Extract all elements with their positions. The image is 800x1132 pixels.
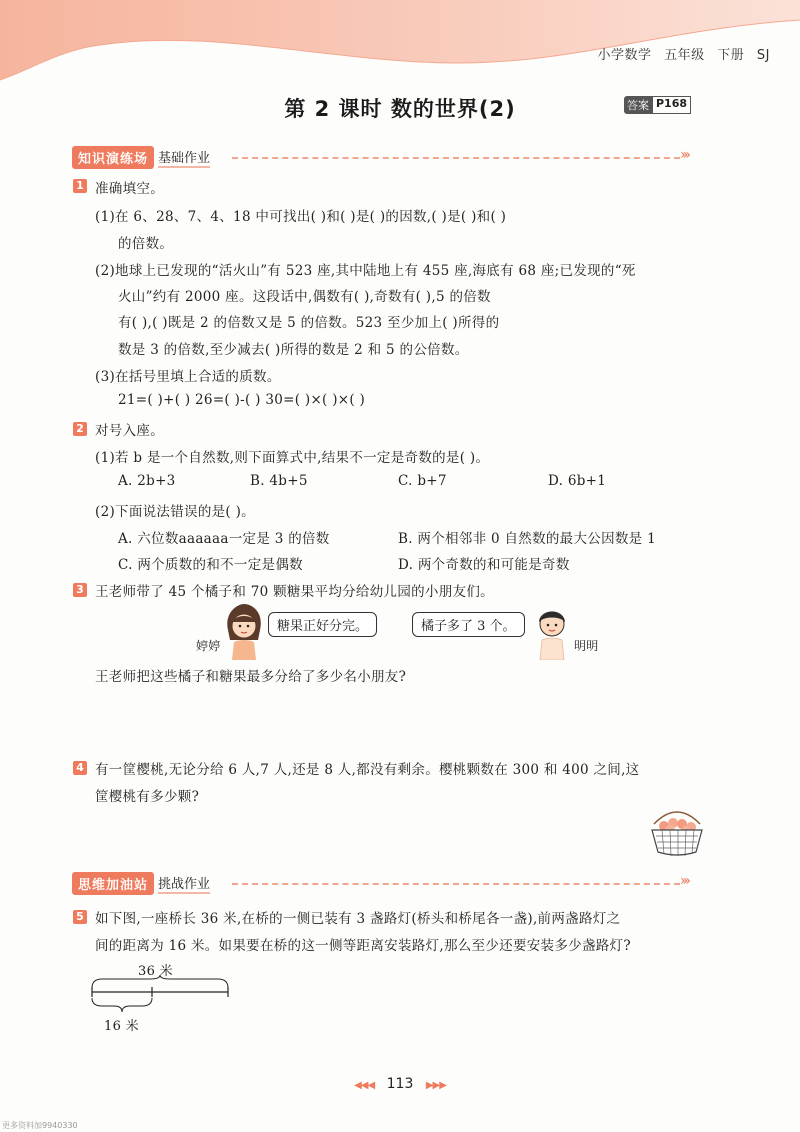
question-text: 有一筐樱桃,无论分给 6 人,7 人,还是 8 人,都没有剩余。樱桃颗数在 300 和 400 之间,这 bbox=[95, 762, 640, 778]
question-number: 5 bbox=[73, 910, 87, 924]
question-text: (1)若 b 是一个自然数,则下面算式中,结果不一定是奇数的是( )。 bbox=[95, 450, 490, 466]
question-title: 对号入座。 bbox=[95, 423, 164, 439]
question-text: 有( ),( )既是 2 的倍数又是 5 的倍数。523 至少加上( )所得的 bbox=[118, 315, 500, 331]
question-text: 的倍数。 bbox=[118, 236, 174, 252]
page-number-footer bbox=[0, 1076, 800, 1092]
question-text: (1)在 6、28、7、4、18 中可找出( )和( )是( )的因数,( )是( )和( ) bbox=[95, 209, 507, 225]
page-title: 第 2 课时 数的世界(2) bbox=[284, 97, 516, 121]
question-text: 间的距离为 16 米。如果要在桥的这一侧等距离安装路灯,那么至少还要安装多少盏路灯? bbox=[95, 938, 631, 954]
question-text: 王老师把这些橘子和糖果最多分给了多少名小朋友? bbox=[95, 669, 407, 685]
question-text: (3)在括号里填上合适的质数。 bbox=[95, 369, 281, 385]
cherry-basket-illustration bbox=[648, 806, 706, 858]
section-subtitle: 挑战作业 bbox=[158, 873, 210, 894]
option-c: C. b+7 bbox=[398, 473, 447, 489]
question-number: 3 bbox=[73, 583, 87, 597]
option-a: A. 六位数aaaaaa一定是 3 的倍数 bbox=[118, 531, 330, 547]
answer-label: 答案 bbox=[624, 96, 652, 114]
double-chevron-icon: ››› bbox=[680, 873, 688, 889]
answer-reference bbox=[624, 96, 691, 114]
watermark: 更多资料加9940330 bbox=[2, 1121, 78, 1130]
section-challenge-header bbox=[72, 872, 210, 894]
bridge-length-label: 36 米 bbox=[138, 964, 173, 979]
boy-name: 明明 bbox=[574, 639, 599, 653]
question-number: 1 bbox=[73, 179, 87, 193]
option-d: D. 两个奇数的和可能是奇数 bbox=[398, 557, 570, 573]
section-basic-header bbox=[72, 146, 210, 168]
question-text: 21=( )+( ) 26=( )-( ) 30=( )×( )×( ) bbox=[118, 392, 366, 408]
double-chevron-icon: ››› bbox=[680, 147, 688, 163]
section-subtitle: 基础作业 bbox=[158, 147, 210, 168]
question-text: 如下图,一座桥长 36 米,在桥的一侧已装有 3 盏路灯(桥头和桥尾各一盏),前两盏路灯之 bbox=[95, 911, 621, 927]
question-text: (2)下面说法错误的是( )。 bbox=[95, 504, 255, 520]
question-text: (2)地球上已发现的“活火山”有 523 座,其中陆地上有 455 座,海底有 68 座;已发现的“死 bbox=[95, 263, 636, 279]
section-divider bbox=[232, 883, 680, 885]
page-number: 113 bbox=[386, 1076, 414, 1092]
option-a: A. 2b+3 bbox=[118, 473, 176, 489]
girl-name: 婷婷 bbox=[196, 639, 221, 653]
girl-speech-bubble: 糖果正好分完。 bbox=[268, 612, 377, 637]
question-title: 准确填空。 bbox=[95, 181, 164, 197]
boy-illustration bbox=[530, 604, 574, 660]
boy-speech-bubble: 橘子多了 3 个。 bbox=[412, 612, 525, 637]
book-info: 小学数学 五年级 下册 SJ bbox=[597, 48, 770, 63]
question-number: 4 bbox=[73, 761, 87, 775]
question-text: 火山”约有 2000 座。这段话中,偶数有( ),奇数有( ),5 的倍数 bbox=[118, 289, 491, 305]
section-tag: 知识演练场 bbox=[72, 146, 154, 169]
option-b: B. 4b+5 bbox=[250, 473, 308, 489]
answer-page: P168 bbox=[652, 96, 691, 114]
lamp-spacing-label: 16 米 bbox=[104, 1019, 139, 1034]
question-text: 筐樱桃有多少颗? bbox=[95, 789, 200, 805]
option-b: B. 两个相邻非 0 自然数的最大公因数是 1 bbox=[398, 531, 656, 547]
question-number: 2 bbox=[73, 422, 87, 436]
option-d: D. 6b+1 bbox=[548, 473, 607, 489]
question-text: 数是 3 的倍数,至少减去( )所得的数是 2 和 5 的公倍数。 bbox=[118, 342, 469, 358]
right-arrows-icon: ▶▶▶ bbox=[425, 1080, 446, 1091]
section-divider bbox=[232, 157, 680, 159]
section-tag: 思维加油站 bbox=[72, 872, 154, 895]
question-text: 王老师带了 45 个橘子和 70 颗糖果平均分给幼儿园的小朋友们。 bbox=[95, 584, 494, 600]
girl-illustration bbox=[222, 604, 266, 660]
left-arrows-icon: ◀◀◀ bbox=[354, 1080, 375, 1091]
option-c: C. 两个质数的和不一定是偶数 bbox=[118, 557, 303, 573]
bridge-diagram bbox=[88, 974, 232, 1014]
